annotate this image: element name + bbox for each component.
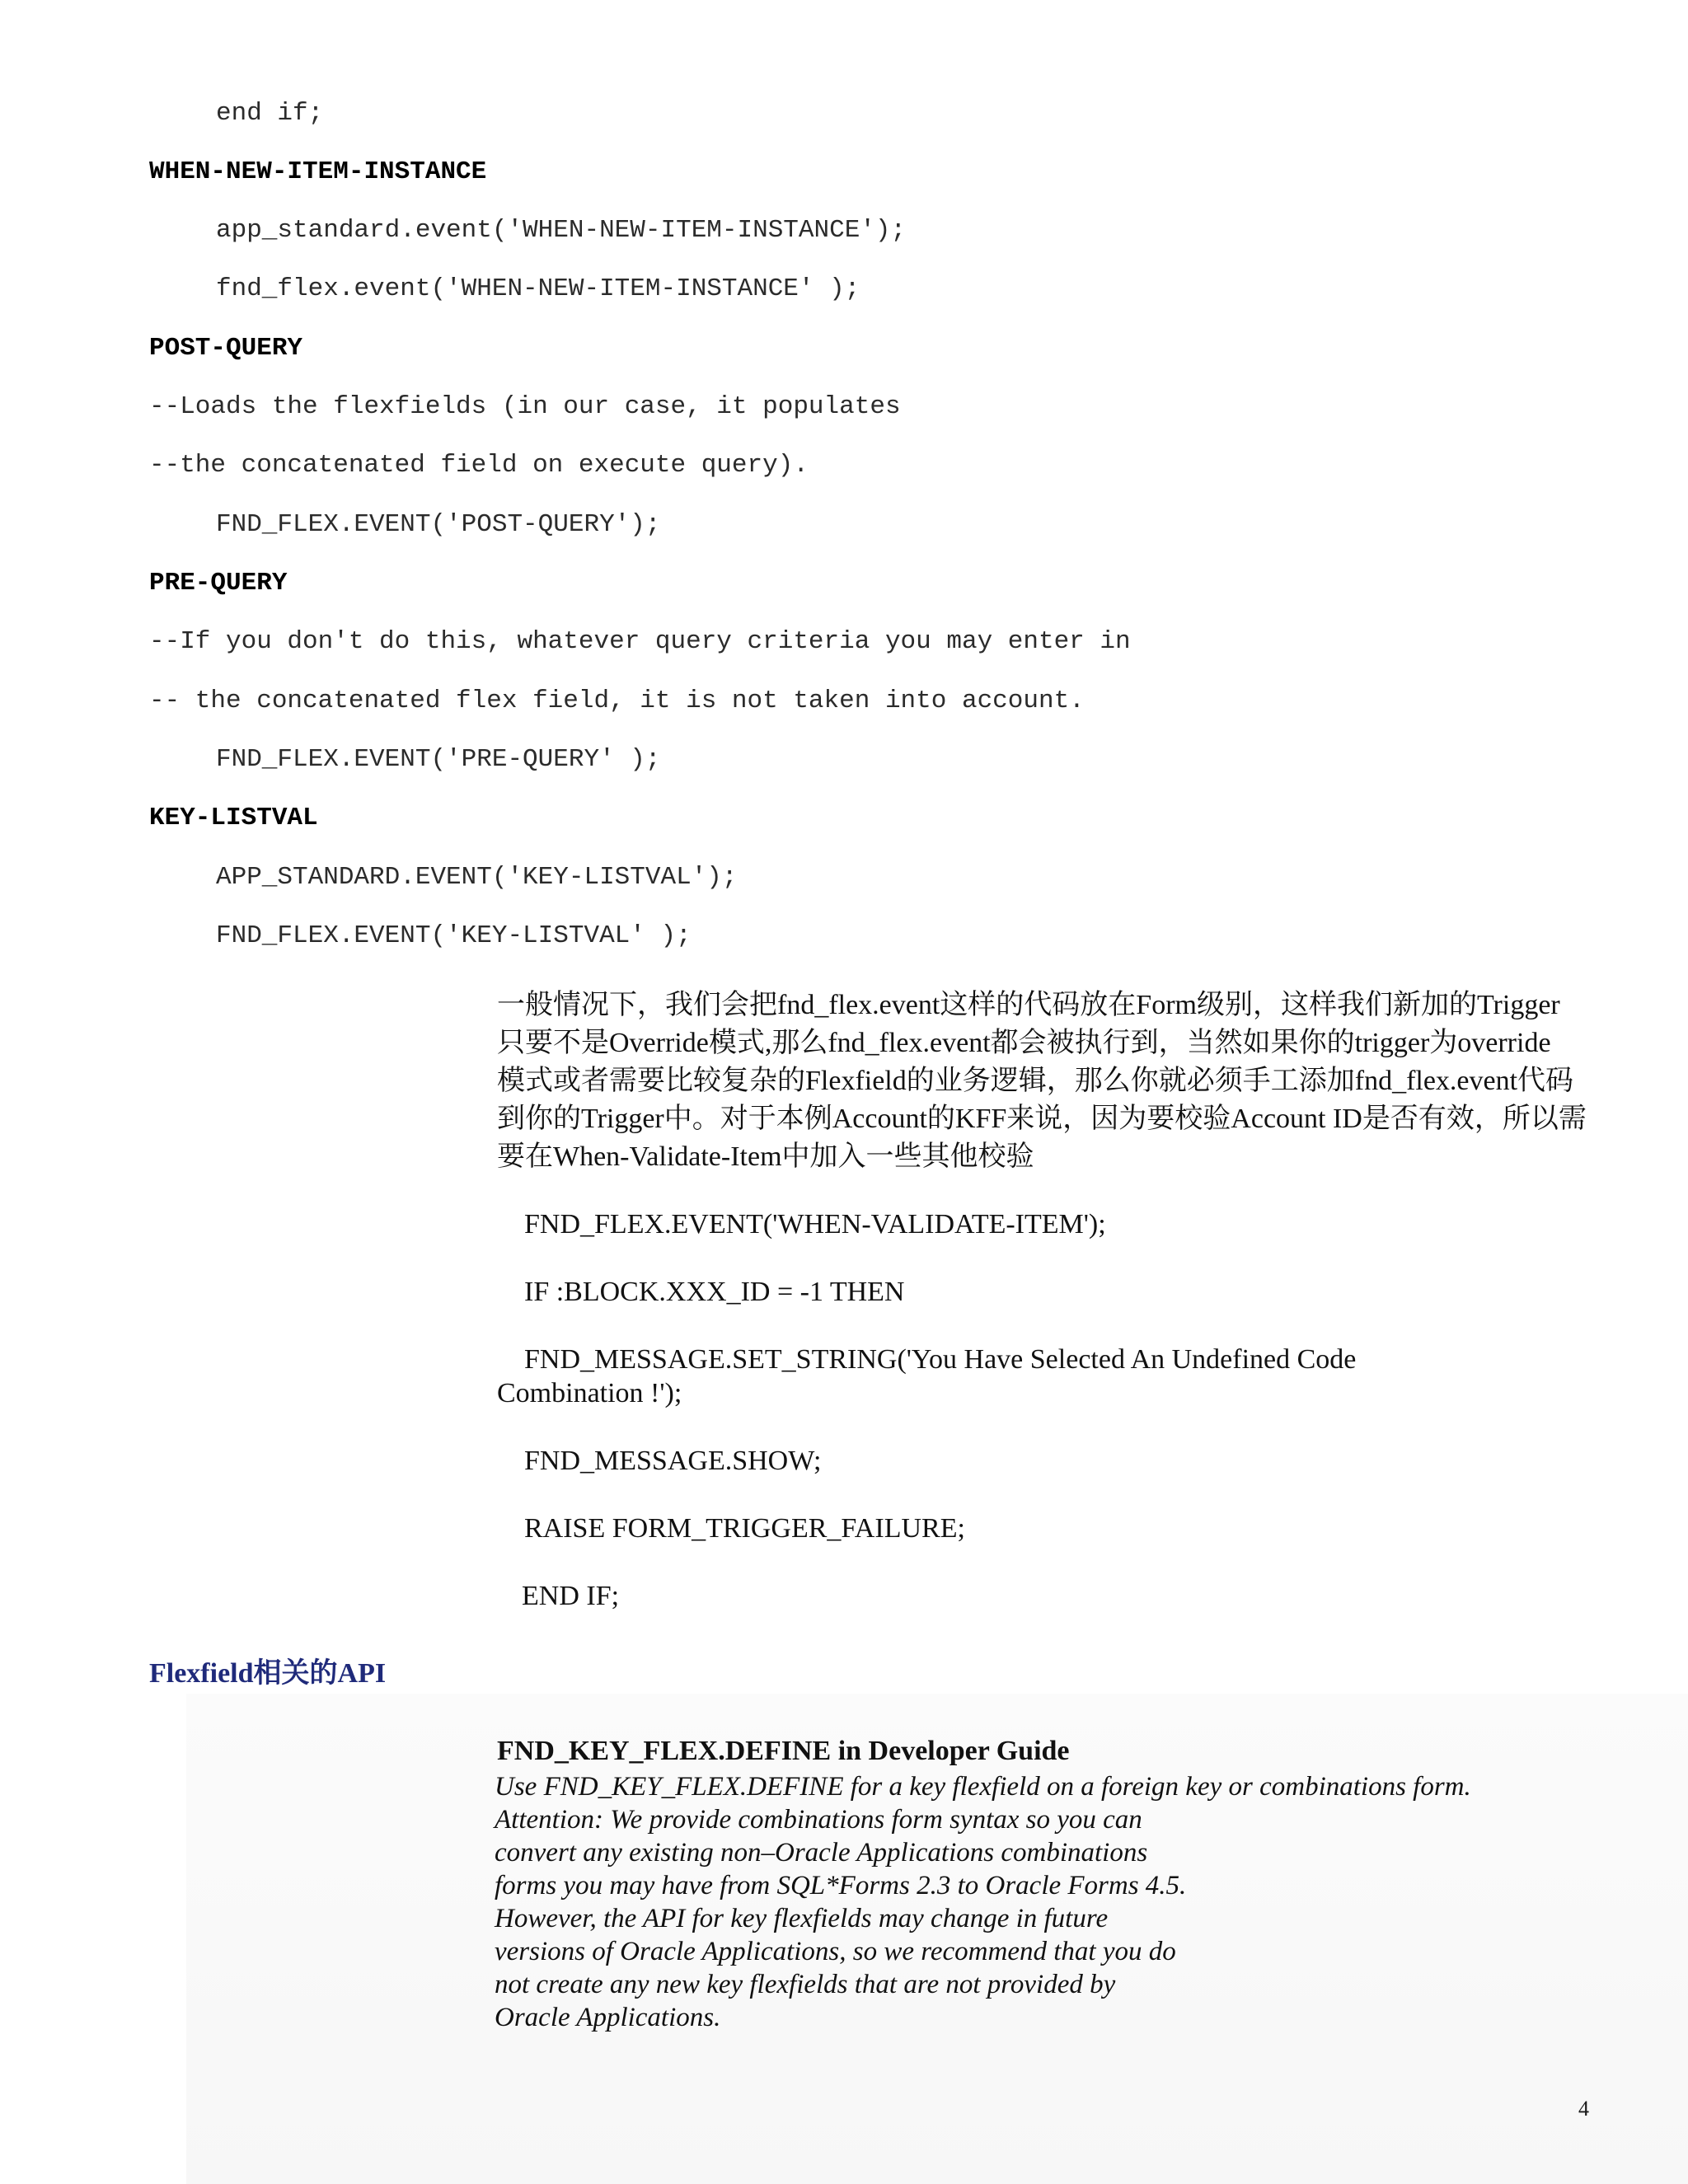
paragraph-line: 只要不是Override模式,那么fnd_flex.event都会被执行到，当然如果你的trigger为override bbox=[497, 1028, 1551, 1058]
validate-code-line: FND_MESSAGE.SHOW; bbox=[524, 1446, 822, 1476]
paragraph-line: 一般情况下，我们会把fnd_flex.event这样的代码放在Form级别，这样我们新加的Trigger bbox=[497, 990, 1560, 1020]
section-heading: Flexfield相关的API bbox=[149, 1658, 387, 1689]
trigger-heading: WHEN-NEW-ITEM-INSTANCE bbox=[149, 157, 487, 186]
code-line: FND_FLEX.EVENT('KEY-LISTVAL' ); bbox=[216, 921, 692, 950]
code-line: FND_FLEX.EVENT('PRE-QUERY' ); bbox=[216, 745, 661, 774]
api-text-line: convert any existing non–Oracle Applications combinations bbox=[495, 1838, 1148, 1868]
api-text-line: not create any new key flexfields that are not provided by bbox=[495, 1970, 1116, 1999]
code-line: app_standard.event('WHEN-NEW-ITEM-INSTANCE'); bbox=[216, 216, 907, 245]
code-comment: --If you don't do this, whatever query criteria you may enter in bbox=[149, 627, 1131, 656]
code-line: FND_FLEX.EVENT('POST-QUERY'); bbox=[216, 510, 661, 539]
paragraph-line: 要在When-Validate-Item中加入一些其他校验 bbox=[497, 1141, 1034, 1172]
api-text-line: Use FND_KEY_FLEX.DEFINE for a key flexfield on a foreign key or combinations form. bbox=[495, 1772, 1471, 1802]
api-text-line: However, the API for key flexfields may change in future bbox=[495, 1904, 1109, 1933]
explanation-paragraph bbox=[497, 987, 1688, 1176]
validate-code-line: FND_FLEX.EVENT('WHEN-VALIDATE-ITEM'); bbox=[524, 1209, 1106, 1240]
trigger-heading: PRE-QUERY bbox=[149, 569, 288, 598]
api-quote bbox=[495, 1732, 1471, 2034]
validate-code-line: END IF; bbox=[522, 1581, 620, 1611]
validate-code-line: RAISE FORM_TRIGGER_FAILURE; bbox=[524, 1513, 965, 1544]
validate-code-line: FND_MESSAGE.SET_STRING('You Have Selected An Undefined Code bbox=[524, 1344, 1357, 1375]
api-text-line: Attention: We provide combinations form syntax so you can bbox=[495, 1805, 1142, 1835]
code-comment: --Loads the flexfields (in our case, it populates bbox=[149, 392, 901, 421]
api-title: FND_KEY_FLEX.DEFINE in Developer Guide bbox=[497, 1736, 1070, 1766]
api-text-line: forms you may have from SQL*Forms 2.3 to Oracle Forms 4.5. bbox=[495, 1871, 1187, 1900]
trigger-heading: POST-QUERY bbox=[149, 334, 303, 363]
code-line: fnd_flex.event('WHEN-NEW-ITEM-INSTANCE' ); bbox=[216, 274, 860, 303]
page-number: 4 bbox=[1578, 2097, 1589, 2121]
code-line: end if; bbox=[216, 99, 324, 128]
paragraph-line: 到你的Trigger中。对于本例Account的KFF来说，因为要校验Account ID是否有效，所以需 bbox=[497, 1104, 1587, 1134]
code-comment: -- the concatenated flex field, it is not taken into account. bbox=[149, 687, 1085, 715]
validate-code-line: IF :BLOCK.XXX_ID = -1 THEN bbox=[524, 1277, 905, 1307]
api-text-line: versions of Oracle Applications, so we recommend that you do bbox=[495, 1937, 1176, 1966]
api-text-line: Oracle Applications. bbox=[495, 2003, 721, 2032]
code-line: APP_STANDARD.EVENT('KEY-LISTVAL'); bbox=[216, 863, 738, 892]
code-comment: --the concatenated field on execute query). bbox=[149, 451, 809, 480]
trigger-heading: KEY-LISTVAL bbox=[149, 804, 318, 832]
validate-code-line: Combination !'); bbox=[497, 1378, 682, 1408]
paragraph-line: 模式或者需要比较复杂的Flexfield的业务逻辑，那么你就必须手工添加fnd_flex.event代码 bbox=[497, 1066, 1574, 1096]
